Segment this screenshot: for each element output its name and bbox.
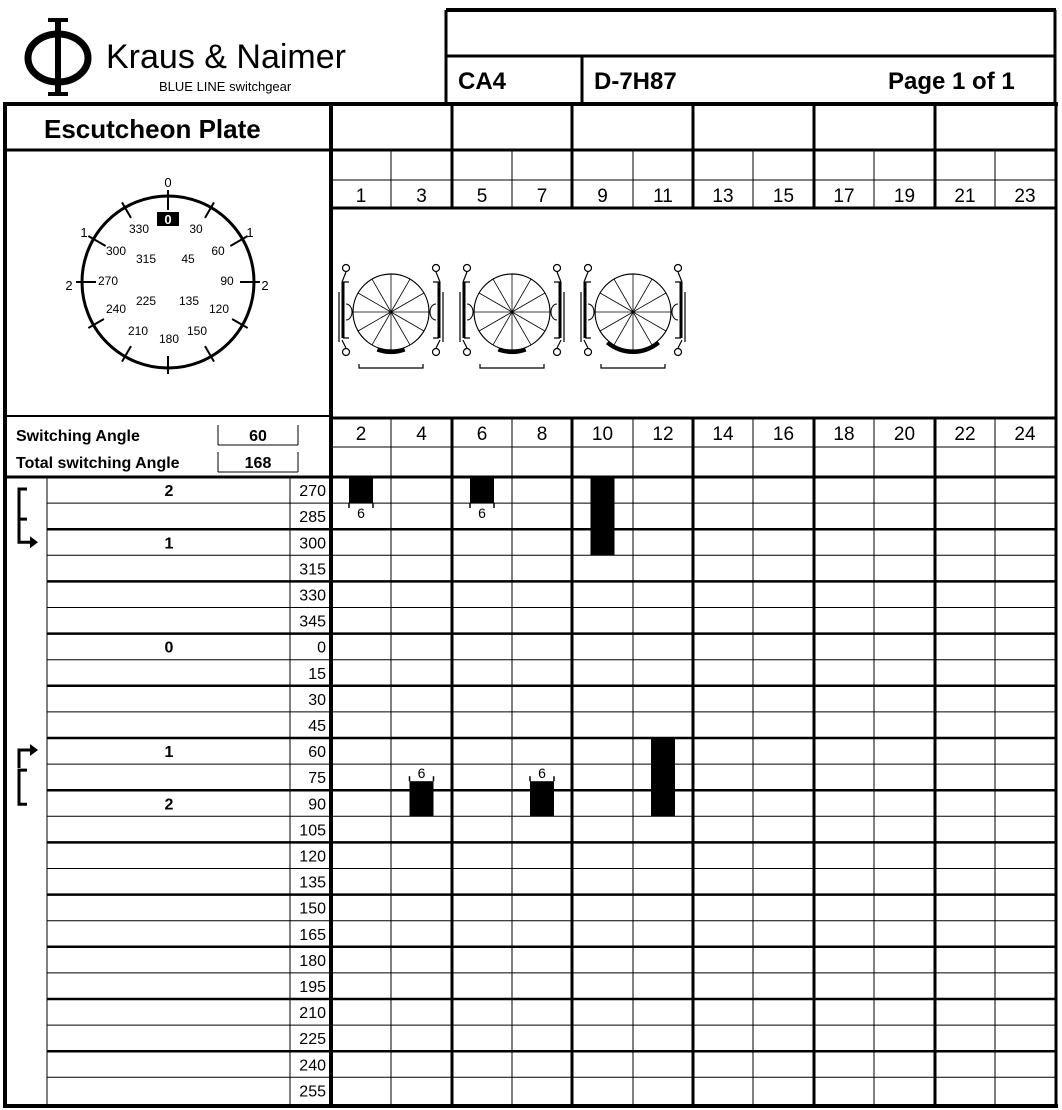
angle-value: 0 xyxy=(317,639,326,657)
terminal-screw xyxy=(554,265,561,272)
terminal-label-even: 24 xyxy=(1014,424,1036,445)
terminal-wire xyxy=(557,272,561,282)
angle-value: 105 xyxy=(299,822,326,840)
terminal-label-even: 22 xyxy=(954,424,976,445)
total-switching-angle-value: 168 xyxy=(244,455,272,472)
angle-value: 45 xyxy=(308,717,326,735)
cam-spoke xyxy=(633,312,652,345)
terminal-label-even: 14 xyxy=(712,424,734,445)
terminal-wire xyxy=(342,340,346,348)
brand-name: Kraus & Naimer xyxy=(106,38,346,76)
cam-spoke xyxy=(633,293,666,312)
terminal-wire xyxy=(436,272,440,282)
cam-base xyxy=(359,364,423,368)
cam-spoke xyxy=(372,312,391,345)
arrow-right-icon xyxy=(30,536,38,548)
cam-switch-symbol xyxy=(339,265,443,369)
contact-closed-bar xyxy=(651,738,675,816)
contact-roller xyxy=(551,304,557,320)
cam-spoke xyxy=(614,279,633,312)
dial-angle-label: 30 xyxy=(189,222,203,236)
terminal-wire xyxy=(584,272,588,282)
terminal-wire xyxy=(584,340,588,348)
terminal-label-even: 18 xyxy=(833,424,855,445)
terminal-screw xyxy=(585,349,592,356)
page-indicator: Page 1 of 1 xyxy=(888,68,1015,95)
contact-note: 6 xyxy=(478,505,486,521)
dial-angle-label: 270 xyxy=(97,274,119,288)
cam-spoke xyxy=(391,312,424,331)
contact-roller xyxy=(430,304,436,320)
contact-note: 6 xyxy=(357,505,365,521)
dial-angle-label: 150 xyxy=(186,324,208,338)
terminal-label-even: 2 xyxy=(355,424,367,445)
switching-angle-value: 60 xyxy=(249,428,267,445)
cam-spoke xyxy=(512,279,531,312)
angle-value: 75 xyxy=(308,770,326,788)
contact-roller xyxy=(467,304,473,320)
series-code: CA4 xyxy=(458,68,507,95)
terminal-label-odd: 11 xyxy=(653,186,673,207)
terminal-screw xyxy=(585,265,592,272)
document-code: D-7H87 xyxy=(594,68,677,95)
terminal-wire xyxy=(678,272,682,282)
terminal-label-odd: 17 xyxy=(833,186,855,207)
arrow-right-icon xyxy=(30,744,38,756)
cam-spoke xyxy=(372,279,391,312)
terminal-label-odd: 7 xyxy=(536,186,548,207)
dial-angle-label: 240 xyxy=(105,302,127,316)
dial-angle-label: 180 xyxy=(158,332,180,346)
angle-value: 60 xyxy=(308,744,326,762)
terminal-screw xyxy=(675,349,682,356)
cam-spoke xyxy=(358,312,391,331)
cam-spoke xyxy=(512,312,531,345)
dial-angle-label: 45 xyxy=(181,252,195,266)
terminal-label-even: 4 xyxy=(416,424,427,445)
terminal-label-odd: 15 xyxy=(772,186,795,207)
terminal-label-even: 8 xyxy=(536,424,548,445)
terminal-label-odd: 19 xyxy=(893,186,916,207)
dial-angle-label: 60 xyxy=(211,244,225,258)
dial-angle-label: 315 xyxy=(135,252,157,266)
terminal-label-odd: 5 xyxy=(476,186,488,207)
escutcheon-dial xyxy=(65,175,268,374)
angle-value: 255 xyxy=(299,1083,326,1101)
position-label: 2 xyxy=(164,796,174,814)
cam-spoke xyxy=(391,293,424,312)
contact-note: 6 xyxy=(417,765,426,782)
dial-position-label: 1 xyxy=(246,225,254,240)
cam-spoke xyxy=(600,293,633,312)
dial-position-label: 1 xyxy=(80,225,88,240)
contact-roller xyxy=(346,304,352,320)
angle-value: 330 xyxy=(299,587,326,605)
dial-position-label: 2 xyxy=(65,278,73,293)
cam-spoke xyxy=(479,312,512,331)
angle-value: 165 xyxy=(299,926,326,944)
escutcheon-title: Escutcheon Plate xyxy=(44,114,261,144)
angle-value: 210 xyxy=(299,1005,326,1023)
dial-angle-label: 210 xyxy=(127,324,149,338)
terminal-screw xyxy=(433,265,440,272)
contact-roller xyxy=(672,304,678,320)
position-label: 1 xyxy=(164,535,174,553)
angle-value: 120 xyxy=(299,848,326,866)
terminal-label-odd: 23 xyxy=(1014,186,1036,207)
range-bracket xyxy=(19,489,27,519)
position-label: 1 xyxy=(164,744,174,762)
terminal-wire xyxy=(463,340,467,348)
angle-value: 240 xyxy=(299,1057,326,1075)
terminal-label-even: 20 xyxy=(893,424,916,445)
terminal-screw xyxy=(343,265,350,272)
dial-position-label: 0 xyxy=(164,175,172,190)
angle-value: 300 xyxy=(299,535,326,553)
angle-value: 15 xyxy=(308,665,326,683)
angle-value: 285 xyxy=(299,509,326,527)
terminal-label-odd: 13 xyxy=(712,186,734,207)
angle-value: 270 xyxy=(299,483,326,501)
cam-spoke xyxy=(493,279,512,312)
angle-value: 90 xyxy=(308,796,326,814)
contact-closed-bar xyxy=(349,477,373,503)
dial-angle-label: 225 xyxy=(135,294,157,308)
terminal-label-even: 6 xyxy=(476,424,488,445)
angle-value: 150 xyxy=(299,900,326,918)
dial-angle-label: 90 xyxy=(220,274,234,288)
terminal-label-even: 16 xyxy=(772,424,795,445)
cam-spoke xyxy=(633,279,652,312)
dial-position-label: 2 xyxy=(261,278,269,293)
brand-subtitle: BLUE LINE switchgear xyxy=(159,79,292,94)
terminal-wire xyxy=(436,340,440,348)
cam-spoke xyxy=(600,312,633,331)
dial-angle-label: 135 xyxy=(178,294,200,308)
dial-angle-label: 300 xyxy=(105,244,127,258)
terminal-screw xyxy=(433,349,440,356)
cam-spoke xyxy=(614,312,633,345)
range-bracket xyxy=(19,770,27,804)
terminal-label-odd: 3 xyxy=(416,186,427,207)
terminal-label-odd: 21 xyxy=(954,186,976,207)
angle-value: 135 xyxy=(299,874,326,892)
cam-switch-symbol xyxy=(581,265,685,369)
cam-spoke xyxy=(479,293,512,312)
terminal-wire xyxy=(342,272,346,282)
terminal-label-odd: 9 xyxy=(597,186,608,207)
terminal-screw xyxy=(464,349,471,356)
terminal-screw xyxy=(554,349,561,356)
cam-base xyxy=(480,364,544,368)
terminal-wire xyxy=(463,272,467,282)
terminal-screw xyxy=(343,349,350,356)
cam-spoke xyxy=(633,312,666,331)
contact-closed-bar xyxy=(410,781,434,816)
angle-value: 30 xyxy=(308,691,326,709)
cam-spoke xyxy=(391,279,410,312)
contact-closed-bar xyxy=(470,477,494,503)
contact-note: 6 xyxy=(538,765,546,782)
cam-spoke xyxy=(493,312,512,345)
terminal-wire xyxy=(678,340,682,348)
terminal-wire xyxy=(557,340,561,348)
angle-value: 345 xyxy=(299,613,326,631)
angle-value: 315 xyxy=(299,561,326,579)
position-label: 2 xyxy=(164,483,174,501)
angle-value: 195 xyxy=(299,978,326,996)
terminal-label-even: 10 xyxy=(591,424,614,445)
terminal-label-odd: 1 xyxy=(355,186,367,207)
switching-angle-label: Switching Angle xyxy=(16,428,140,445)
cam-switch-symbol xyxy=(460,265,564,369)
cam-spoke xyxy=(512,312,545,331)
total-switching-angle-label: Total switching Angle xyxy=(16,455,180,472)
cam-base xyxy=(601,364,665,368)
contact-closed-bar xyxy=(530,781,554,816)
angle-value: 180 xyxy=(299,952,326,970)
position-label: 0 xyxy=(164,639,174,657)
terminal-screw xyxy=(464,265,471,272)
contact-closed-bar xyxy=(591,477,615,555)
dial-zero-label: 0 xyxy=(164,212,172,227)
terminal-screw xyxy=(675,265,682,272)
dial-angle-label: 330 xyxy=(128,222,150,236)
dial-angle-label: 120 xyxy=(208,302,230,316)
contact-roller xyxy=(588,304,594,320)
cam-spoke xyxy=(512,293,545,312)
cam-spoke xyxy=(391,312,410,345)
terminal-label-even: 12 xyxy=(652,424,674,445)
cam-spoke xyxy=(358,293,391,312)
angle-value: 225 xyxy=(299,1031,326,1049)
